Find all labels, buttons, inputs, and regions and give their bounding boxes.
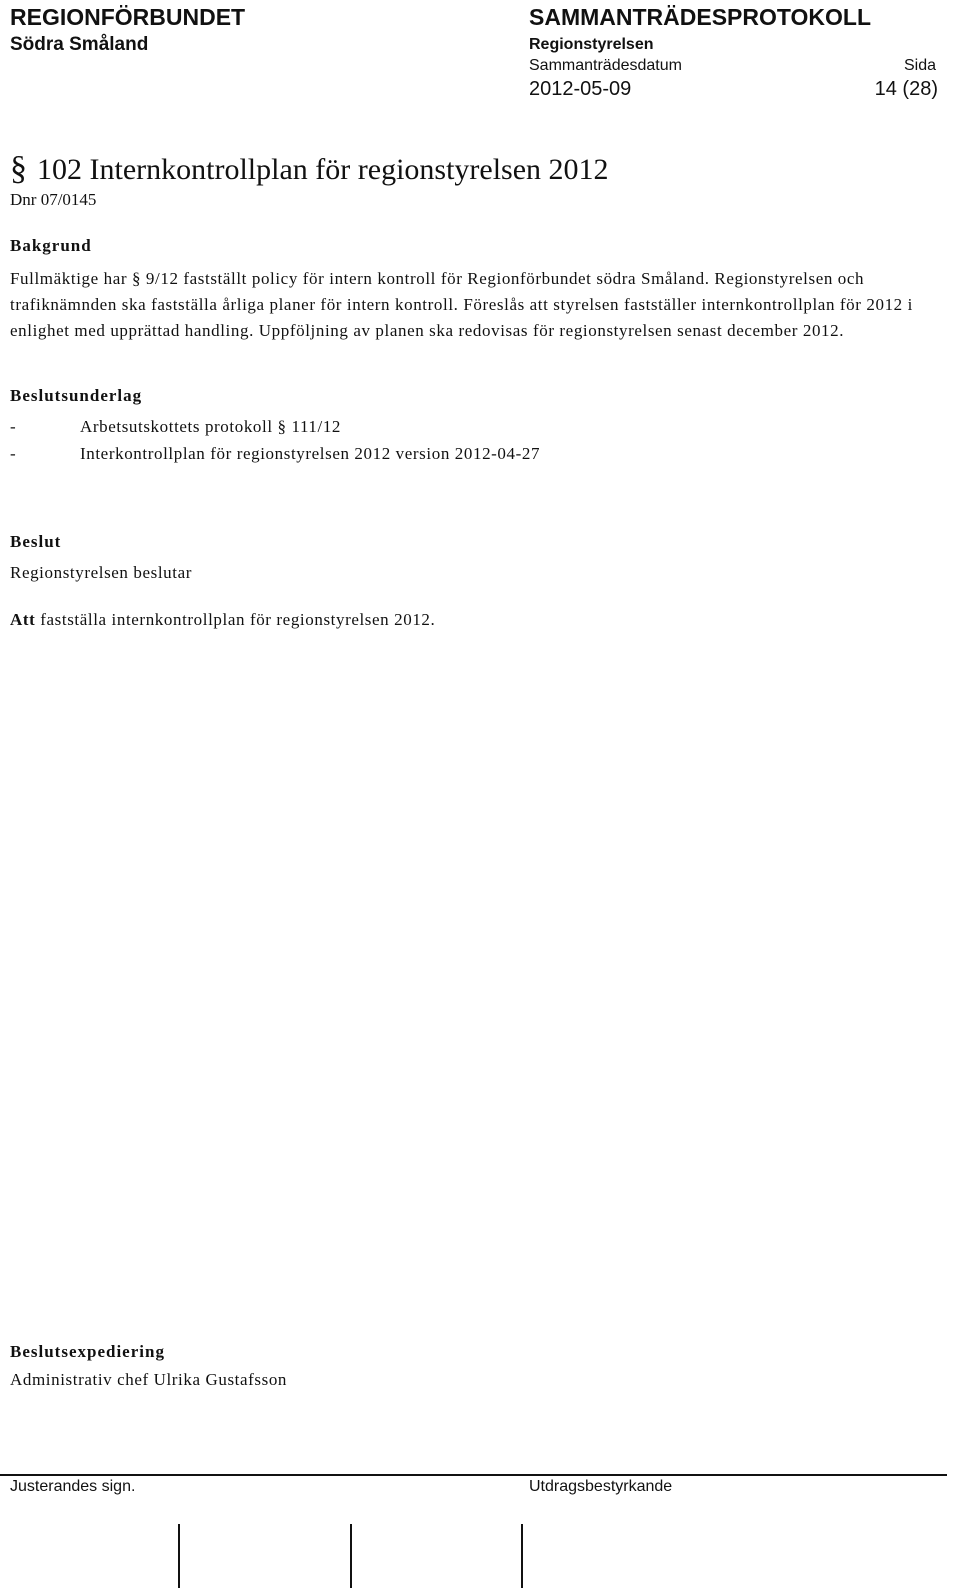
- bakgrund-text: Fullmäktige har § 9/12 fastställt policy för intern kontroll för Regionförbundet södra Småland. Regionstyrelsen och trafiknämnden ska fastställa årliga planer för intern kontroll. Föreslås att styrelsen fastställer internkontrollplan för 2012 i enlighet med upprättad handling. Uppföljning av planen ska redovisas för regionstyrelsen senast december 2012.: [10, 269, 913, 340]
- signature-divider: [178, 1524, 180, 1588]
- meeting-date-label: Sammanträdesdatum: [529, 57, 682, 74]
- page-number: 14 (28): [874, 78, 938, 100]
- bakgrund-heading: Bakgrund: [10, 236, 92, 255]
- utdragsbestyrkande-label: Utdragsbestyrkande: [529, 1478, 673, 1495]
- footer-divider: [0, 1474, 947, 1476]
- organization-name: REGIONFÖRBUNDET: [10, 4, 246, 30]
- list-item: - Arbetsutskottets protokoll § 111/12: [10, 417, 342, 436]
- justerandes-sign-label: Justerandes sign.: [10, 1478, 136, 1495]
- beslutsunderlag-heading: Beslutsunderlag: [10, 386, 143, 405]
- diary-number: Dnr 07/0145: [10, 190, 97, 209]
- beslutsexpediering-text: Administrativ chef Ulrika Gustafsson: [10, 1370, 288, 1389]
- page-label: Sida: [903, 57, 936, 74]
- list-item-text: Interkontrollplan för regionstyrelsen 2012 version 2012-04-27: [80, 444, 541, 463]
- signature-divider: [350, 1524, 352, 1588]
- governing-body: Regionstyrelsen: [529, 36, 654, 53]
- beslut-heading: Beslut: [10, 532, 62, 551]
- meeting-date: 2012-05-09: [529, 78, 632, 100]
- beslutsexpediering-heading: Beslutsexpediering: [10, 1342, 165, 1361]
- beslut-decision: [10, 610, 435, 630]
- signature-divider: [521, 1524, 523, 1588]
- document-type: SAMMANTRÄDESPROTOKOLL: [529, 4, 872, 30]
- list-item-text: Arbetsutskottets protokoll § 111/12: [80, 417, 342, 436]
- list-item: - Interkontrollplan för regionstyrelsen 2012 version 2012-04-27: [10, 444, 541, 463]
- organization-region: Södra Småland: [10, 34, 149, 55]
- att-keyword: Att: [10, 610, 36, 629]
- paragraph-title: 102 Internkontrollplan för regionstyrelsen 2012: [37, 153, 609, 186]
- section-sign: §: [10, 150, 27, 187]
- beslut-lead: Regionstyrelsen beslutar: [10, 563, 193, 582]
- beslutsunderlag-list: [10, 413, 540, 467]
- paragraph-title-row: [10, 150, 609, 188]
- decision-text: fastställa internkontrollplan för regionstyrelsen 2012.: [40, 610, 436, 629]
